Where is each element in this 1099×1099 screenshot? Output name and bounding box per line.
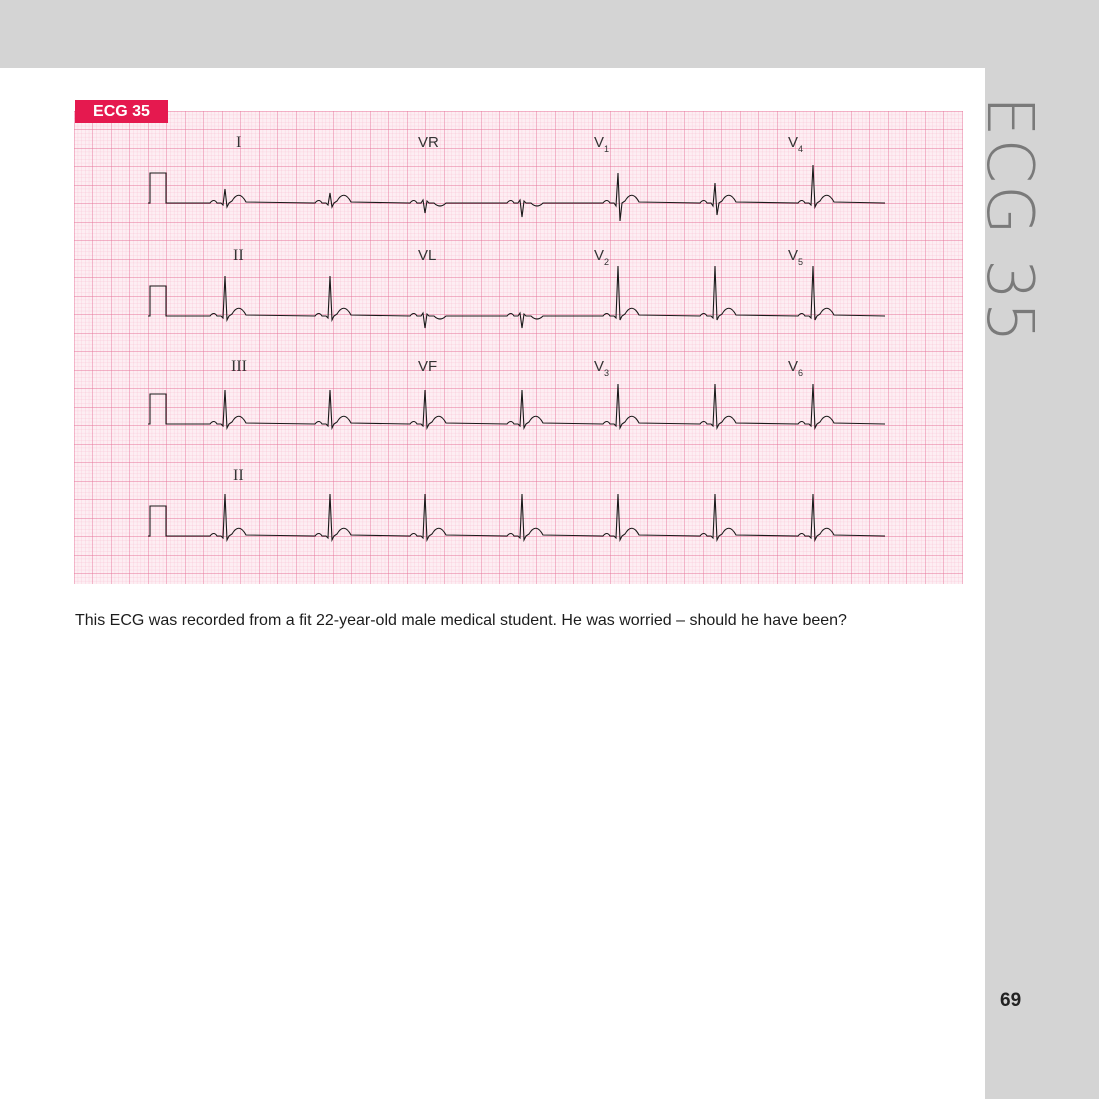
lead-label-i: I	[236, 134, 242, 151]
lead-label-v3: $V_3$	[594, 358, 610, 378]
lead-label-avl: VL	[418, 247, 437, 264]
lead-label-v2: $V_2$	[594, 247, 610, 267]
side-title: ECG 35	[972, 96, 1046, 345]
top-band	[0, 0, 1099, 68]
lead-label-avr: VR	[418, 134, 439, 151]
lead-label-v1: $V_1$	[594, 134, 610, 154]
ecg-caption: This ECG was recorded from a fit 22-year-old male medical student. He was worried – should he have been?	[75, 612, 847, 629]
ecg-grid	[74, 111, 963, 584]
lead-label-iii: III	[231, 358, 247, 375]
lead-label-v5: $V_5$	[788, 247, 804, 267]
lead-label-ii: II	[233, 247, 244, 264]
lead-label-v4: $V_4$	[788, 134, 804, 154]
ecg-strip	[74, 111, 963, 584]
lead-label-v6: $V_6$	[788, 358, 804, 378]
page-number: 69	[1000, 990, 1022, 1011]
lead-label-rhythm-ii: II	[233, 467, 244, 484]
lead-label-avf: VF	[418, 358, 438, 375]
ecg-badge: ECG 35	[75, 100, 168, 123]
